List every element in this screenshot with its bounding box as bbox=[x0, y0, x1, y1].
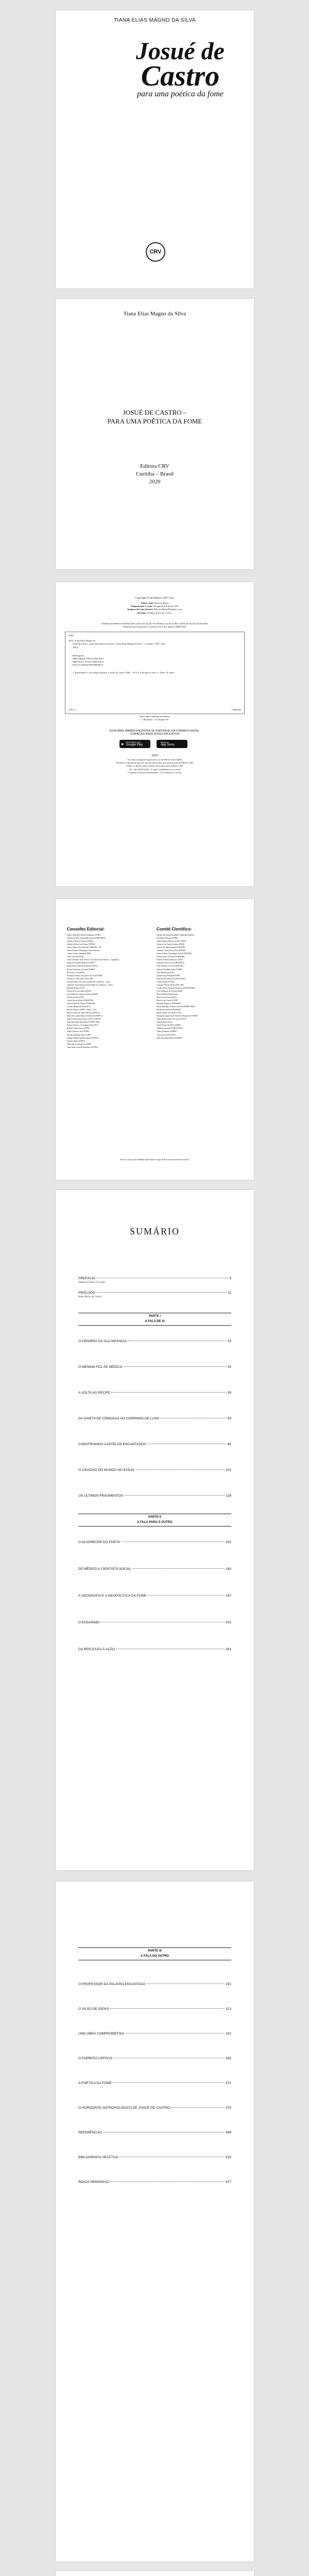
editorial-member: Marcelo Paixão (UFRJ e UTexas – US) bbox=[67, 1009, 96, 1011]
editorial-member: Sérgio Nunes de Jesus (IFRO) bbox=[67, 1030, 90, 1033]
scientific-member: Rafael Guarato dos Santos (UFG) bbox=[157, 1012, 182, 1014]
legal-footer: Foi feito o depósito legal conf. Lei 10.994 de 14/12/2004 Proibida a reprodução parcial ou total desta obra sem autorização da Editora CRV Todos os direitos desta edição reservados pela: Editora CRV Tel.: (41) 3039-6418 – E-mail: sac@editoracrv.com.br Conheça os nossos lançamentos: www.editoracrv.com.br bbox=[116, 758, 194, 774]
scientific-member: Leandro Baller (UFGD) bbox=[157, 980, 175, 983]
scientific-member: Fabio Eduardo Cressoni (UNILAB) bbox=[157, 965, 183, 968]
cip-sub: Bibliotecária responsável: Luzenira Alves dos Santos CRB9/1506 bbox=[124, 625, 186, 629]
scientific-member: Edilson Soares de Souza (FABAPAR) bbox=[157, 956, 185, 958]
editorial-member: Maria de Lourdes Pinto de Almeida (UNOESC) bbox=[67, 1015, 103, 1018]
scientific-member: Adriane Piovezan (Faculdades Integradas Espírita) bbox=[157, 934, 195, 936]
ficha-doi: DOI 10.24824/978655868002.8 bbox=[73, 664, 103, 667]
cip-header bbox=[66, 622, 244, 629]
editorial-member: Tania Suely Azevedo Brasileiro (UFOPA) bbox=[67, 1046, 98, 1048]
ficha-subjects: 1. Brasilidade 2. Sociologia literária 3. Josué de Castro 1908 – 1973 4. Literatura e fome. I. Título. II. Série. bbox=[73, 671, 175, 674]
ficha-cdd: CDD 869 bbox=[232, 708, 241, 711]
editorial-member: João Adalberto Campato Junior (UNESP) bbox=[67, 993, 98, 995]
scientific-member: Andre Eduardo Ribeiro da Silva (IFSP) bbox=[157, 940, 186, 943]
ficha-cdu: CDU 8 bbox=[68, 708, 76, 711]
scientific-member: Antonio Nivaldo Hespanhol (UNESP) bbox=[157, 946, 185, 949]
scientific-committee-list bbox=[157, 934, 244, 1040]
scientific-member: Vera Lucia Caixeta (UFT) bbox=[157, 1033, 176, 1036]
toc-entry[interactable]: UMA OBRA COMPROMETIDA 322 bbox=[78, 2032, 231, 2036]
half-title-line1: JOSUÉ DE CASTRO – bbox=[123, 409, 187, 416]
credit-row: Editor-chefe: Railson Moura bbox=[141, 602, 169, 604]
scientific-member: Lindomar Wessler Boneti (PUC-PR) bbox=[157, 984, 184, 986]
cover-page bbox=[56, 10, 254, 289]
ficha-author: Silva, Tiana Elias Magno da. bbox=[68, 639, 96, 642]
toc-entry-author: Anna Maria de Castro bbox=[78, 1296, 101, 1298]
editorial-member: Cesar Gerónimo Tello (Univer .Nacional Três de Febrero – Argentina) bbox=[67, 959, 119, 961]
part-1-title: A FALA DE SI bbox=[145, 1320, 165, 1323]
app-promo-sub: CONHEÇA E BAIXE NOSSO APLICATIVO! bbox=[130, 733, 180, 736]
half-title-city: Curitiba – Brasil bbox=[135, 471, 174, 477]
scientific-member: Marcio Jose Ornat (UEPG) bbox=[157, 996, 177, 998]
toc-entry-author: Edgard de Assis Carvalho bbox=[78, 1281, 106, 1284]
editorial-member: Guillermo Arias Beatón (Universidade de La Havana – Cuba) bbox=[67, 984, 113, 986]
scientific-member: Marcel Mendes (Mackenzie) bbox=[157, 993, 178, 995]
editorial-member: Leonel Severo Rocha (UNISINOS) bbox=[67, 999, 93, 1002]
app-promo-title: ESTA OBRA TAMBÉM ENCONTRA-SE DISPONÍVEL EM FORMATO DIGITAL. bbox=[109, 730, 200, 733]
app-store-badge[interactable]: Baixar na App Store bbox=[157, 740, 187, 748]
editorial-member: Helmuth Krüger (UCP) bbox=[67, 987, 84, 989]
scientific-member: Rosangela Aparecida de Medeiros Hespanhol (UNESP) bbox=[157, 1015, 198, 1018]
editorial-member: Josania Portela (UFPI) bbox=[67, 996, 84, 998]
preface-page bbox=[56, 2571, 254, 2576]
toc-entry[interactable]: A GEOGRAFIA E A GEOPOLÍTICA DA FOME 197 bbox=[78, 1594, 231, 1598]
scientific-member: Maurilio Rompatto (UNESPAR) bbox=[157, 1003, 181, 1005]
editorial-council-list bbox=[67, 934, 149, 1049]
editorial-member: Francisco Carlos Duarte (PUC-PR) bbox=[67, 977, 93, 980]
toc-entry[interactable]: PREFÁCIO 9 bbox=[78, 1277, 231, 1280]
toc-entry[interactable]: DA GAIETA DE CÔMODAS AO CARRINHO DE LUXO 59 bbox=[78, 1417, 231, 1420]
scientific-member: Sergio Murilo Santos de Araujo (UFCG) bbox=[157, 1018, 187, 1021]
editorial-member: Lídia de Oliveira Xavier (UNIEURO) bbox=[67, 1003, 95, 1005]
scientific-member: Carlos de Castro Neves Neto (UNESP) bbox=[157, 950, 186, 952]
scientific-member: Zilda Fernandes Ribeiro (UNESP) bbox=[157, 1037, 182, 1039]
editorial-council bbox=[67, 927, 149, 1049]
scientific-member: Gilmara Yoshihara Franco (UNIR) bbox=[157, 968, 182, 971]
cover-title-line1: Josué de bbox=[136, 38, 225, 65]
editorial-member: Tadeu Oliver Gonçalves (UFPA) bbox=[67, 1043, 92, 1045]
half-title-year: 2020 bbox=[149, 479, 161, 485]
part-3-label: PARTE III bbox=[148, 1950, 162, 1953]
editorial-member: Simone Rodrigues Pinto (UNB) bbox=[67, 1033, 91, 1036]
toc-entry[interactable]: DE MÉDICO A CIENTISTA SOCIAL 160 bbox=[78, 1567, 231, 1571]
toc-entry[interactable]: A VOLTA AO RECIFE 39 bbox=[78, 1391, 231, 1395]
ficha-isbn-digital: ISBN Digital 978-65-5868-000-1 bbox=[73, 657, 105, 660]
editorial-member: Gloria Fariñas León (Universidade de La Havana – Cuba) bbox=[67, 980, 110, 983]
cip-title: DADOS INTERNACIONAIS DE CATALOGAÇÃO NA PUBLICAÇÃO (CIP) CATALOGAÇÃO NA FONTE bbox=[101, 622, 208, 625]
editorial-member: Renato Francisco dos Santos Paula (UFG) bbox=[67, 1024, 98, 1027]
editorial-member: Anselmo Alencar Colares (UFOPA) bbox=[67, 940, 94, 943]
scientific-member: Antonio Jose Teixeira Guerra (UFRJ) bbox=[157, 943, 184, 946]
scientific-member: Jairo Marchesan (UNC) bbox=[157, 971, 175, 974]
toc-entry[interactable]: REFERÊNCIAS 399 bbox=[78, 2131, 231, 2134]
editorial-member: Maria Cristina dos Santos Bezerra (UFSCar) bbox=[67, 1012, 100, 1014]
half-title-publisher: Editora CRV bbox=[140, 463, 169, 469]
ficha-isbn-print: ISBN Físico 978-65-5868-002-8 bbox=[73, 660, 104, 664]
editorial-member: Sydione Santos (UEPG) bbox=[67, 1040, 85, 1042]
cover-author: TIANA ELIAS MAGNO DA SILVA bbox=[113, 18, 196, 23]
toc-entry[interactable]: O MENINO FEZ-SE MÉDICO 35 bbox=[78, 1365, 231, 1369]
divider bbox=[78, 1325, 231, 1326]
editorial-member: Lourdes Helena da Silva (UFV) bbox=[67, 1006, 91, 1008]
half-title-title bbox=[56, 408, 254, 426]
summary-title: SUMÁRIO bbox=[129, 1226, 180, 1236]
scientific-member: Carlos Federico Dominguez Avila (UNIEURO) bbox=[157, 953, 192, 955]
editorial-member: Carlos Federico Dominguez Avila (Unieuro) bbox=[67, 950, 100, 952]
toc-entry[interactable]: OS ÚLTIMOS FRAGMENTOS 128 bbox=[78, 1494, 231, 1498]
scientific-committee bbox=[157, 927, 244, 1040]
part-3-title: A FALA DO OUTRO bbox=[140, 1955, 169, 1958]
part-2-label: PARTE II bbox=[148, 1516, 161, 1519]
cover-subtitle: para uma poética da fome bbox=[137, 90, 224, 98]
credit-row: Diagramação e Capa: Designers da Editora CRV bbox=[131, 605, 179, 608]
half-title-imprint bbox=[56, 463, 254, 486]
editorial-member: Carlos Alberto Vilar Estêvão (UMINHO – PT) bbox=[67, 946, 102, 949]
half-title-page bbox=[56, 299, 254, 569]
copyright-page bbox=[56, 582, 254, 886]
copyright-year: 2020 bbox=[151, 754, 158, 757]
editorial-member: Eduardo Fernandes Barbosa (UFMG) bbox=[67, 962, 95, 964]
editorial-member: Paulo Romualdo Hernandes (UNIFAL-MG) bbox=[67, 1021, 100, 1024]
cover-title bbox=[134, 40, 227, 99]
ficha-pages: 260 p. bbox=[73, 646, 79, 649]
toc-entry[interactable]: O VILÃO DE IDEIAS 313 bbox=[78, 2007, 231, 2011]
toc-entry[interactable]: O CIDADÃO DO MUNDO NO EXÍLIO 101 bbox=[78, 1468, 231, 1472]
ficha-title: Josué de Castro – para uma poética da fome / Tiana Elias Magno da Silva. – Curitiba : CRV, 2020. bbox=[73, 642, 166, 646]
google-play-badge[interactable]: ▶ DISPONÍVEL NO Google Play bbox=[119, 740, 150, 748]
editorial-member: Solange Helena Ximenes-Rocha (UFOPA) bbox=[67, 1037, 99, 1039]
editorial-member: Andréia da Silva Quintanilha Sousa (UNIR/UFRN) bbox=[67, 937, 106, 940]
divider bbox=[78, 1526, 231, 1527]
part-1-label: PARTE I bbox=[148, 1315, 161, 1318]
scientific-member: Valter Guimaraes (UFRRJ) bbox=[157, 1030, 177, 1033]
toc-entry[interactable]: O ENSAÍSMO 203 bbox=[78, 1621, 231, 1624]
part-2-title: A FALA PARA O OUTRO bbox=[137, 1521, 173, 1524]
scientific-member: Mauro Henrique de Barros Amoroso (FEBF/UERJ) bbox=[157, 1006, 195, 1008]
editorial-member: Jailson Alves dos Santos (UFRJ) bbox=[67, 990, 92, 992]
crv-logo: CRV bbox=[146, 242, 165, 262]
scientific-member: Sylvio Fausto Gil Filho (UFPR) bbox=[157, 1024, 181, 1027]
scientific-member: Luiz Guilherme de Oliveira (UnB) bbox=[157, 990, 182, 992]
index-item: 1. Biografia – sociologia 923 bbox=[141, 718, 169, 721]
peer-review-note: Este livro passou por avaliação e aprovação às cegas de dois ou mais pareceristas ad hoc. bbox=[119, 1159, 190, 1161]
editorial-member: Elione Maria Nogueira Diogenes (UFAL) bbox=[67, 965, 98, 968]
scientific-member: Eduardo Pimentel Menezes (UERJ) bbox=[157, 959, 183, 961]
credit-row: Revisão: Analista de Escrita e Artes bbox=[138, 611, 172, 614]
scientific-member: Luciana Rosar Fornazari Klanovicz (UNICENTRO) bbox=[157, 987, 196, 989]
catalog-index bbox=[56, 715, 254, 721]
scientific-member: Michel Kobelinski (UNESPAR) bbox=[157, 1009, 181, 1011]
editorial-member: Maria Lília Imbiriba Sousa Colares (UFOPA) bbox=[67, 1018, 101, 1021]
scientific-member: Euripedes Falcao Vieira (IHGRRGS) bbox=[157, 962, 184, 964]
scientific-member: Alexandre Pierezan (UFMS) bbox=[157, 937, 178, 940]
scientific-member: Jussara Fraga Portugal (UNEB) bbox=[157, 974, 180, 977]
summary-page-2 bbox=[56, 1882, 254, 2562]
editorial-member: Celso Conti (UFSCar) bbox=[67, 956, 84, 958]
editorial-member: Antônio Pereira Gaio Júnior (UFRRJ) bbox=[67, 943, 95, 946]
credit-row: Imagem de Capa (frente): Marcos Mello/Designers.com bbox=[127, 608, 182, 611]
cover-title-line2: Castro bbox=[141, 60, 220, 92]
copyright-line: Copyright © da Editora CRV Ltda. bbox=[135, 597, 175, 600]
toc-entry[interactable]: DA REFLEXÃO À AÇÃO 261 bbox=[78, 1648, 231, 1651]
editorial-council-title: Conselho Editorial: bbox=[67, 927, 105, 931]
half-title-author: Tiana Elias Magno da Silva bbox=[123, 311, 186, 317]
play-icon: ▶ bbox=[122, 742, 124, 746]
index-title: Índice para catálogo sistemático bbox=[139, 715, 170, 718]
editorial-member: Rodrigo Pratte-Santos (UFES) bbox=[67, 1027, 90, 1030]
toc-entry[interactable]: O CENÁRIO DA SUA INFÂNCIA 23 bbox=[78, 1340, 231, 1343]
toc-entry[interactable]: O PROFESSOR DA PALAVRA ENCANTADA 291 bbox=[78, 1982, 231, 1986]
divider bbox=[78, 1947, 231, 1948]
scientific-member: Karla Rosário Brumes (UNICENTRO) bbox=[157, 977, 186, 980]
toc-entry[interactable]: CONSTRUINDO CASTELOS ENCANTADOS 85 bbox=[78, 1443, 231, 1446]
scientific-member: Marcio Luiz Carreri (UENP) bbox=[157, 999, 178, 1002]
catalog-card bbox=[65, 632, 245, 714]
credits-block bbox=[56, 602, 254, 615]
summary-page bbox=[56, 1190, 254, 1870]
ficha-code: S586 bbox=[68, 634, 74, 637]
scientific-committee-title: Comitê Científico: bbox=[157, 927, 192, 931]
editorial-member: Carmen Tereza Velanga (UNIR) bbox=[67, 953, 91, 955]
scientific-member: Valdemir Antoneli (UNICENTRO) bbox=[157, 1027, 183, 1030]
editorial-member: Élsio José Corá (UFFS) bbox=[67, 971, 85, 974]
app-promo bbox=[56, 730, 254, 736]
toc-entry[interactable]: ÍNDICE REMISSIVO 477 bbox=[78, 2180, 231, 2184]
toc-entry[interactable]: O HORIZONTE ANTROPOLÓGICO DE JOSUÉ DE CASTRO 375 bbox=[78, 2106, 231, 2110]
half-title-line2: PARA UMA POÉTICA DA FOME bbox=[107, 417, 202, 425]
toc-entry[interactable]: O ESPÍRITO CRÍTICO 335 bbox=[78, 2057, 231, 2060]
toc-entry[interactable]: O ALVORECER DO POETA 152 bbox=[78, 1540, 231, 1544]
editorial-member: Fernando Antônio Gonçalves Alcoforado (IPB) bbox=[67, 974, 102, 977]
toc-entry[interactable]: PRÓLOGO 11 bbox=[78, 1291, 231, 1295]
toc-entry[interactable]: BIBLIOGRAFIA SELETIVA 425 bbox=[78, 2156, 231, 2159]
toc-entry[interactable]: A POÉTICA DA FOME 371 bbox=[78, 2081, 231, 2085]
editorial-member: Elizeu Clementino de Souza (UNEB) bbox=[67, 968, 95, 971]
scientific-member: Simone Rocha (UnC) bbox=[157, 1021, 173, 1024]
editorial-member: Aldira Guimarães Duarte Domínguez (UNB) bbox=[67, 934, 100, 936]
councils-page bbox=[56, 899, 254, 1180]
ficha-bibliography: Bibliografia bbox=[73, 654, 84, 657]
